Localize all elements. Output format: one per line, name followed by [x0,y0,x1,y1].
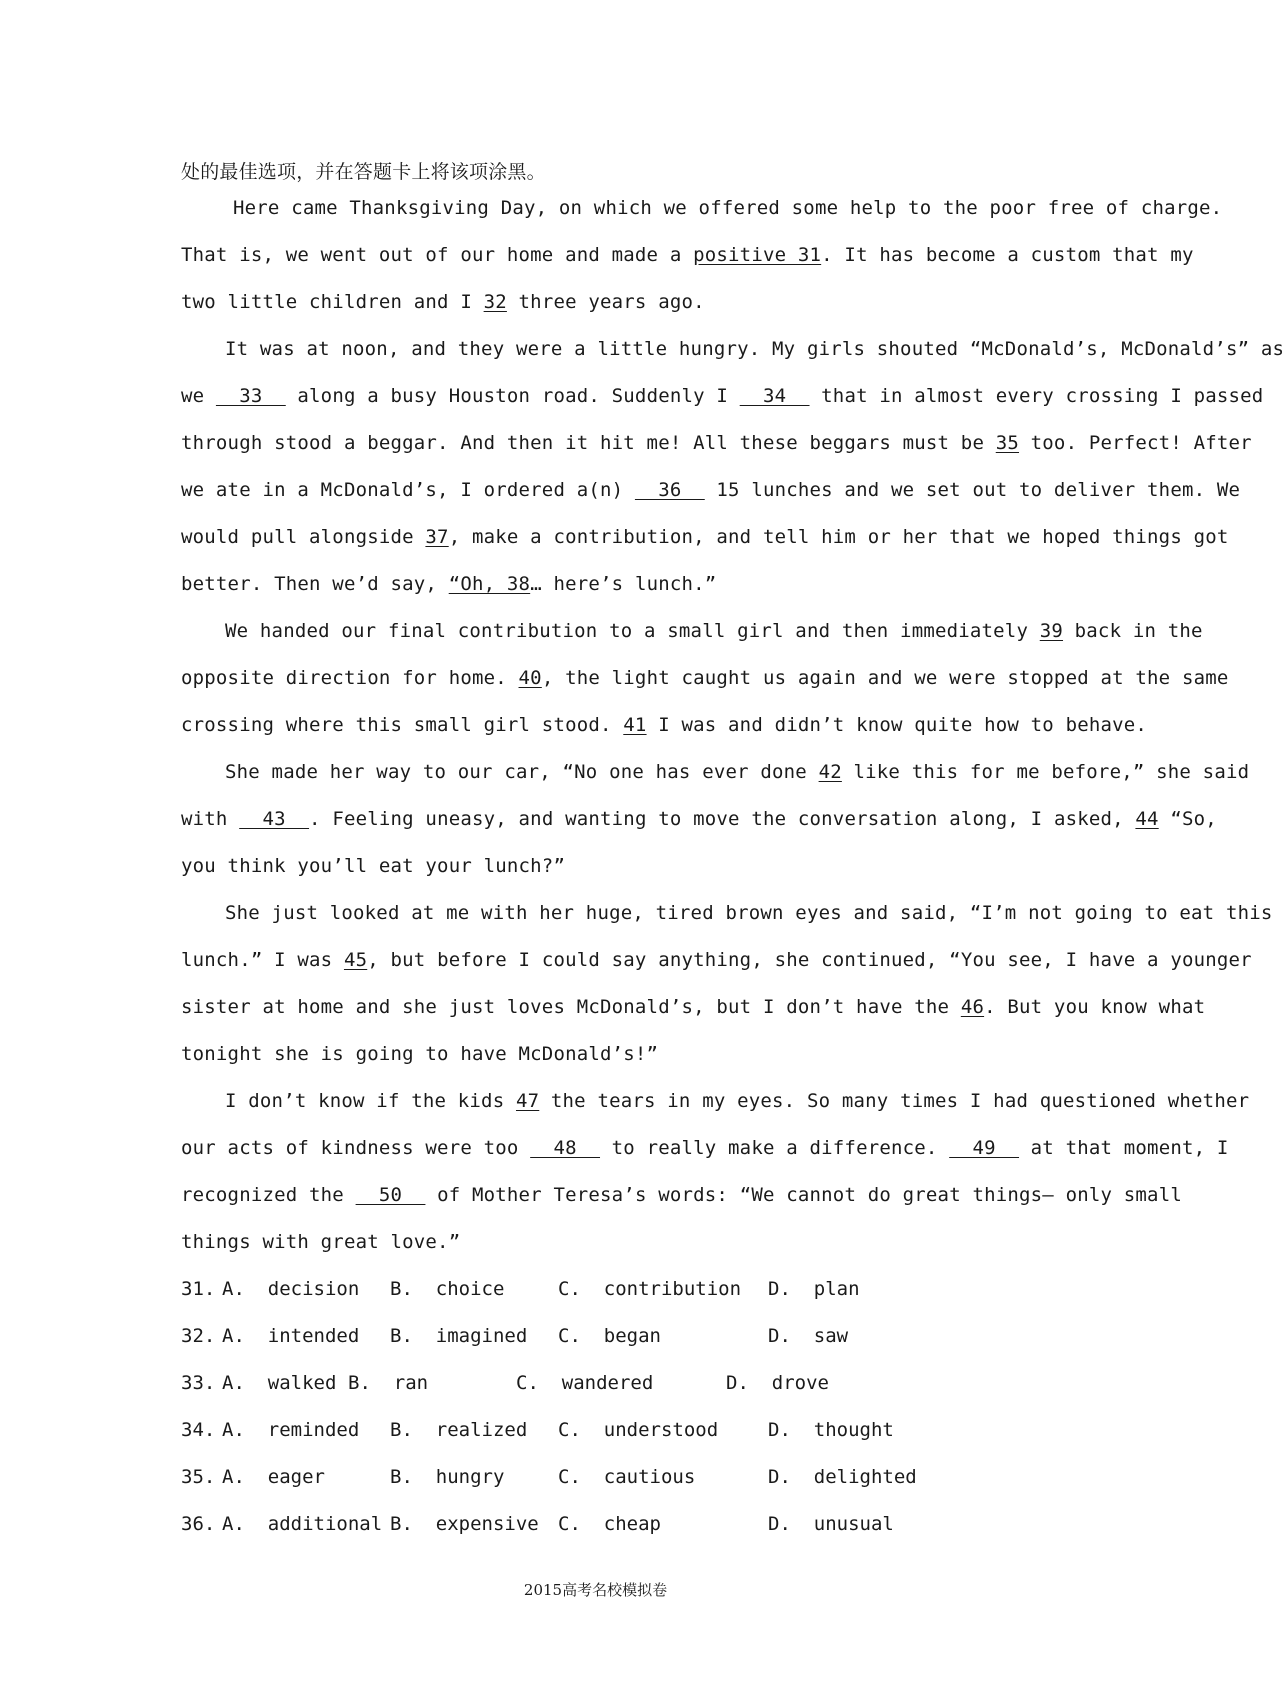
passage-line: She made her way to our car, “No one has ever done 42 like this for me before,” she said [225,761,1250,783]
option-b[interactable]: B. expensive [390,1513,539,1535]
blank-43: 43 [239,808,310,830]
blank-35: 35 [995,432,1020,454]
blank-45: 45 [343,949,368,971]
question-number: 31. [181,1278,216,1300]
passage-line: Here came Thanksgiving Day, on which we offered some help to the poor free of charge. [233,197,1223,219]
option-b[interactable]: B. hungry [390,1466,505,1488]
option-d[interactable]: D. delighted [768,1466,917,1488]
option-a[interactable]: A. reminded [222,1419,360,1441]
option-d[interactable]: D. drove [726,1372,829,1394]
blank-33: 33 [215,385,286,407]
blank-46: 46 [960,996,985,1018]
question-number: 36. [181,1513,216,1535]
option-c[interactable]: C. understood [558,1419,719,1441]
blank-38: “Oh, 38 [448,573,531,595]
passage-line: sister at home and she just loves McDonald’s, but I don’t have the 46. But you know what [181,996,1206,1018]
option-a[interactable]: A. intended [222,1325,360,1347]
passage-line: opposite direction for home. 40, the light caught us again and we were stopped at the same [181,667,1229,689]
option-a[interactable]: A. additional [222,1513,383,1535]
option-b[interactable]: B. ran [348,1372,429,1394]
passage-line: She just looked at me with her huge, tired brown eyes and said, “I’m not going to eat this [225,902,1273,924]
passage-line: we 33 along a busy Houston road. Suddenly I 34 that in almost every crossing I passed [181,385,1264,407]
question-number: 33. [181,1372,216,1394]
passage-line: We handed our final contribution to a small girl and then immediately 39 back in the [225,620,1203,642]
page-footer: 2015高考名校模拟卷 [523,1581,668,1599]
blank-32: 32 [483,291,507,313]
option-c[interactable]: C. cautious [558,1466,696,1488]
blank-39: 39 [1039,620,1064,642]
question-number: 32. [181,1325,216,1347]
passage-line: things with great love.” [181,1231,461,1253]
option-c[interactable]: C. cheap [558,1513,661,1535]
option-c[interactable]: C. wandered [516,1372,654,1394]
option-c[interactable]: C. contribution [558,1278,742,1300]
blank-50: 50 [355,1184,426,1206]
passage-line: we ate in a McDonald’s, I ordered a(n) 36 15 lunches and we set out to deliver them. We [181,479,1241,501]
passage-line: you think you’ll eat your lunch?” [181,855,566,877]
passage-line: recognized the 50 of Mother Teresa’s words: “We cannot do great things— only small [181,1184,1182,1206]
blank-44: 44 [1135,808,1159,830]
blank-47: 47 [515,1090,540,1112]
blank-41: 41 [623,714,647,736]
passage-line: I don’t know if the kids 47 the tears in my eyes. So many times I had questioned whether [225,1090,1250,1112]
option-a[interactable]: A. walked [222,1372,337,1394]
blank-34: 34 [739,385,810,407]
blank-49: 49 [949,1137,1020,1159]
blank-48: 48 [530,1137,601,1159]
option-a[interactable]: A. eager [222,1466,325,1488]
option-d[interactable]: D. unusual [768,1513,894,1535]
option-b[interactable]: B. choice [390,1278,505,1300]
passage-line: That is, we went out of our home and made a positive 31. It has become a custom that my [181,244,1194,266]
blank-36: 36 [634,479,705,501]
option-b[interactable]: B. imagined [390,1325,528,1347]
passage-line: tonight she is going to have McDonald’s!” [181,1043,659,1065]
passage-line: two little children and I 32 three years ago. [181,291,705,313]
passage-line: through stood a beggar. And then it hit me! All these beggars must be 35 too. Perfect! After [181,432,1252,454]
option-b[interactable]: B. realized [390,1419,528,1441]
passage-line: our acts of kindness were too 48 to really make a difference. 49 at that moment, I [181,1137,1229,1159]
option-c[interactable]: C. began [558,1325,661,1347]
passage-line: lunch.” I was 45, but before I could say anything, she continued, “You see, I have a younger [181,949,1252,971]
option-d[interactable]: D. plan [768,1278,860,1300]
passage-line: It was at noon, and they were a little hungry. My girls shouted “McDonald’s, McDonald’s” as [225,338,1284,360]
blank-40: 40 [518,667,542,689]
option-a[interactable]: A. decision [222,1278,360,1300]
passage-line: would pull alongside 37, make a contribution, and tell him or her that we hoped things got [181,526,1229,548]
passage-line: better. Then we’d say, “Oh, 38… here’s lunch.” [181,573,717,595]
passage-line: with 43 . Feeling uneasy, and wanting to move the conversation along, I asked, 44 “So, [181,808,1217,830]
question-number: 34. [181,1419,216,1441]
blank-37: 37 [425,526,449,548]
instruction-text: 处的最佳选项，并在答题卡上将该项涂黑。 [181,161,546,183]
option-d[interactable]: D. saw [768,1325,849,1347]
question-number: 35. [181,1466,216,1488]
passage-line: crossing where this small girl stood. 41 I was and didn’t know quite how to behave. [181,714,1148,736]
option-d[interactable]: D. thought [768,1419,894,1441]
blank-31: positive 31 [693,244,822,266]
blank-42: 42 [818,761,842,783]
